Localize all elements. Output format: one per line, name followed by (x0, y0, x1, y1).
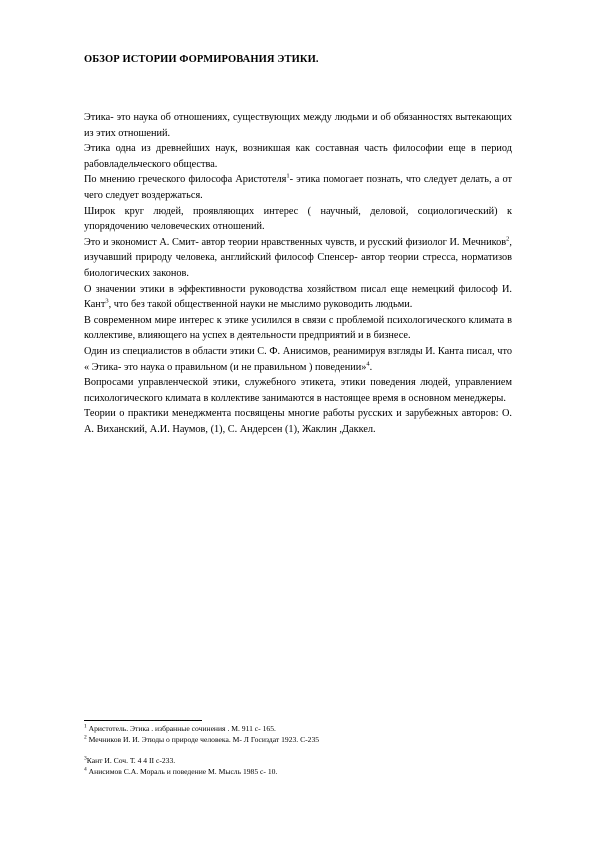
footnotes (84, 723, 514, 777)
paragraph: В современном мире интерес к этике усилился в связи с проблемой психологического климата в коллективе, влияющего на успех в деятельности предприятий и в бизнесе. (84, 314, 512, 342)
paragraph: О значении этики в эффективности руководства хозяйством писал еще немецкий философ И. Кант$^3$, что без такой общественной науки не мыслимо руководить людьми. (84, 283, 512, 311)
paragraph: По мнению греческого философа Аристотеля$^1$- этика помогает познать, что следует делать, а от чего следует воздержаться. (84, 172, 512, 201)
footnote: $^2$ Мечников И. И. Этюды о природе человека. М- Л Госиздат 1923. С-235 (84, 734, 320, 744)
footnote-separator (84, 720, 202, 721)
paragraph: Широк круг людей, проявляющих интерес ( научный, деловой, социологический) к упорядочению человеческих отношений. (84, 205, 512, 233)
footnote: $^1$ Аристотель. Этика . избранные сочинения . М. 911 с- 165. (84, 723, 276, 733)
footnote: $^4$ Анисимов С.А. Мораль и поведение М. Мысль 1985 с- 10. (84, 766, 278, 776)
document-title: ОБЗОР ИСТОРИИ ФОРМИРОВАНИЯ ЭТИКИ. (84, 54, 319, 65)
paragraph: Теории о практики менеджмента посвящены многие работы русских и зарубежных авторов: О. А. Виханский, А.И. Наумов, (1), С. Андерсен (1), Жаклин ,Даккел. (84, 408, 512, 435)
footnote-ref: 2 (506, 235, 510, 243)
paragraph: Этика одна из древнейших наук, возникшая как составная часть философии еще в период рабовладельческого общества. (84, 143, 512, 170)
paragraph: Вопросами управленческой этики, служебного этикета, этики поведения людей, управлением психологического климата в коллективе занимаются в настоящее время в основном менеджеры. (84, 377, 512, 404)
footnote-ref: 3 (105, 297, 109, 305)
footnote-ref: 1 (286, 172, 290, 180)
footnote: $^3$Кант И. Соч. Т. 4 4 II с-233. (84, 755, 176, 765)
paragraph: Этика- это наука об отношениях, существующих между людьми и об обязанностях вытекающих из этих отношений. (84, 112, 512, 139)
paragraph: Один из специалистов в области этики С. Ф. Анисимов, реанимируя взгляды И. Канта писал, что « Этика- это наука о правильном (и не правильном ) поведении»$^4$. (84, 345, 512, 373)
paragraph: Это и экономист А. Смит- автор теории нравственных чувств, и русский физиолог И. Мечников$^2$, изучавший природу человека, английский философ Спенсер- автор теории стресса, норматизов биологических законов. (84, 235, 512, 279)
footnote-ref: 4 (366, 360, 370, 368)
document-body (84, 110, 512, 437)
